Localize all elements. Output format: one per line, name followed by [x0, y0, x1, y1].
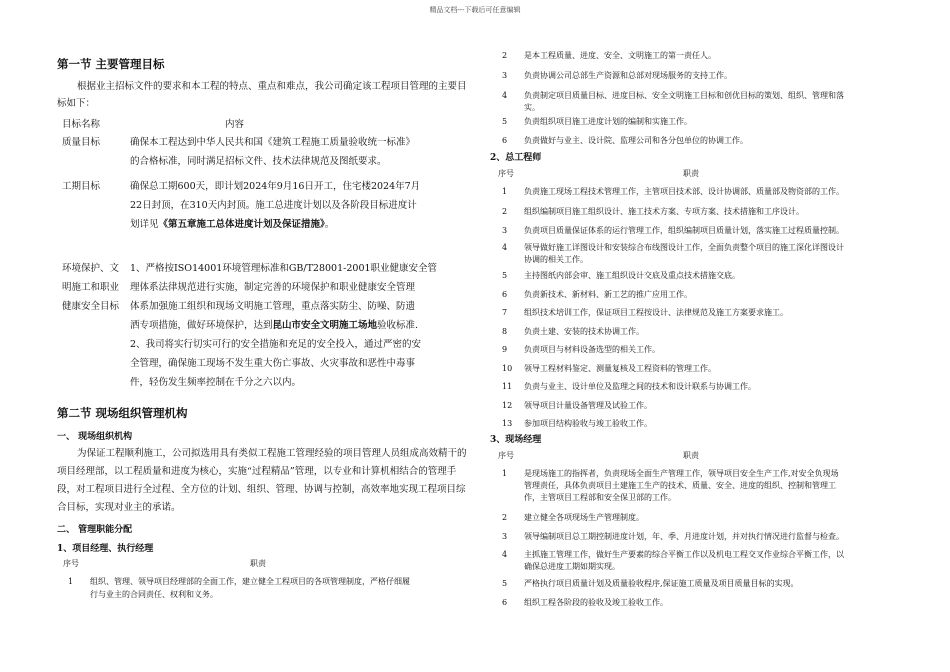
pm-row-line1: 组织、管理、领导项目经理部的全面工作，建立健全工程项目的各项管理制度，严格仔细履 — [90, 577, 410, 586]
col-no-header: 序号 — [63, 559, 79, 568]
s2-para-line3: 段，对工程项目进行全过程、全方位的计划、组织、管理、协调与控制，高效率地实现工程项目综 — [57, 484, 466, 495]
table-row-number: 3 — [502, 226, 508, 235]
schedule-line2: 22日封顶，在310天内封顶。施工总进度计划以及各阶段目标进度计 — [130, 200, 417, 211]
table-row-number: 2 — [502, 207, 508, 216]
table-row-number: 4 — [502, 243, 508, 252]
env-target-name-1: 环境保护、文 — [62, 263, 120, 274]
table-row-number: 8 — [502, 327, 508, 336]
table-header-name: 目标名称 — [62, 119, 101, 130]
env-line1: 1、严格按ISO14001环境管理标准和GB/T28001-2001职业健康安全管 — [130, 263, 438, 274]
schedule-line3: 划详见《第五章施工总体进度计划及保证措施》。 — [130, 219, 335, 230]
sm-col-duty-header: 职责 — [683, 451, 699, 460]
section-1-title: 第一节 主要管理目标 — [57, 57, 165, 71]
sub-heading-pm: 1、项目经理、执行经理 — [57, 544, 154, 554]
env-line4: 洒专项措施，做好环境保护，达到昆山市安全文明施工场地验收标准. — [130, 320, 419, 331]
table-row-number: 5 — [502, 579, 508, 588]
table-row-number: 1 — [502, 187, 508, 196]
table-row-text: 领导做好施工详图设计和安装综合布线图设计工作，全面负责整个项目的施工深化详图设计 — [524, 243, 844, 252]
table-row-text: 主抓施工管理工作，做好生产要素的综合平衡工作以及机电工程交叉作业综合平衡工作，以 — [524, 550, 844, 559]
quality-line1: 确保本工程达到中华人民共和国《建筑工程施工质量验收统一标准》 — [130, 137, 416, 148]
ce-col-no-header: 序号 — [498, 169, 514, 178]
table-row-text: 主持图纸内部会审、施工组织设计交底及重点技术措施交底。 — [524, 271, 740, 280]
s2-subheading-1: 一、 现场组织机构 — [57, 432, 133, 442]
sub-heading-site-manager: 3、现场经理 — [490, 435, 542, 445]
table-row-number: 12 — [502, 401, 513, 410]
quality-line2: 的合格标准，同时满足招标文件、技术法律规范及图纸要求。 — [130, 156, 387, 167]
table-row-text: 负责项目质量保证体系的运行管理工作，组织编制项目质量计划，落实施工过程质量控制。 — [524, 226, 844, 235]
table-row-text: 负责新技术、新材料、新工艺的推广应用工作。 — [524, 290, 692, 299]
env-line6: 全管理，确保施工现场不发生重大伤亡事故、火灾事故和恶性中毒事 — [130, 358, 416, 369]
table-row-number: 5 — [502, 271, 508, 280]
table-row-number: 13 — [502, 419, 513, 428]
table-row-text: 组织编制项目施工组织设计、施工技术方案、专项方案、技术措施和工序设计。 — [524, 207, 804, 216]
col-duty-header: 职责 — [250, 559, 266, 568]
table-row-text: 实。 — [524, 103, 540, 112]
table-row-text: 协调的相关工作。 — [524, 255, 588, 264]
table-header-content: 内容 — [225, 119, 245, 130]
table-row-number: 4 — [502, 91, 508, 100]
table-row-text: 建立健全各项现场生产管理制度。 — [524, 513, 644, 522]
env-line2: 理体系法律规范进行实施，制定完善的环境保护和职业健康安全管理 — [130, 282, 416, 293]
env-line7: 件，轻伤发生频率控制在千分之六以内。 — [130, 377, 302, 388]
ce-col-duty-header: 职责 — [683, 169, 699, 178]
table-row-text: 参加项目结构验收与竣工验收工作。 — [524, 419, 652, 428]
pm-row-line2: 行与业主的合同责任、权利和义务。 — [90, 590, 218, 599]
table-row-text: 负责制定项目质量目标、进度目标、安全文明施工目标和创优目标的策划、组织、管理和落 — [524, 91, 844, 100]
table-row-number: 6 — [502, 290, 508, 299]
table-row-number: 1 — [502, 469, 508, 478]
table-row-text: 领导编制项目总工期控制进度计划，年、季、月进度计划，并对执行情况进行监督与检查。 — [524, 532, 844, 541]
table-row-text: 作，主管项目工程部和安全保卫部的工作。 — [524, 493, 676, 502]
table-row-text: 管理责任，具体负责项目土建施工生产的技术、质量、安全、进度的组织、控制和管理工 — [524, 481, 836, 490]
schedule-target-name: 工期目标 — [62, 181, 101, 192]
table-row-number: 3 — [502, 71, 508, 80]
table-row-text: 组织技术培训工作，保证项目工程按设计、法律规范及施工方案要求施工。 — [524, 308, 788, 317]
table-row-number: 5 — [502, 117, 508, 126]
s2-para-line4: 合目标，实现对业主的承诺。 — [57, 502, 181, 513]
table-row-text: 领导项目计量设备管理及试验工作。 — [524, 401, 652, 410]
env-target-name-2: 明施工和职业 — [62, 282, 120, 293]
table-row-text: 负责协调公司总部生产资源和总部对现场服务的支持工作。 — [524, 71, 732, 80]
table-row-text: 负责组织项目施工进度计划的编制和实施工作。 — [524, 117, 692, 126]
page-header: 精品文档---下载后可任意编辑 — [429, 6, 521, 14]
table-row-number: 7 — [502, 308, 508, 317]
env-line3: 体系加强施工组织和现场文明施工管理，重点落实防尘、防噪、防遗 — [130, 301, 416, 312]
table-row-text: 负责土建、安装的技术协调工作。 — [524, 327, 644, 336]
s1-intro-line1: 根据业主招标文件的要求和本工程的特点、重点和难点，我公司确定该工程项目管理的主要目 — [77, 81, 467, 92]
table-row-text: 负责与业主、设计单位及监理之间的技术和设计联系与协调工作。 — [524, 382, 756, 391]
table-row-text: 领导工程材料鉴定、测量复核及工程资料的管理工作。 — [524, 364, 716, 373]
table-row-text: 是现场施工的指挥者，负责现场全面生产管理工作，领导项目安全生产工作,对安全负现场 — [524, 469, 839, 478]
quality-target-name: 质量目标 — [62, 137, 101, 148]
table-row-text: 负责项目与材料设备选型的相关工作。 — [524, 345, 660, 354]
s1-intro-line2: 标如下： — [57, 98, 96, 109]
sm-col-no-header: 序号 — [498, 451, 514, 460]
s2-subheading-2: 二、 管理职能分配 — [57, 525, 133, 535]
s2-para-line1: 为保证工程顺利施工，公司拟选用具有类似工程施工管理经验的项目管理人员组成高效精干的 — [77, 448, 467, 459]
table-row-number: 4 — [502, 550, 508, 559]
pm-row-no: 1 — [68, 577, 74, 586]
env-line5: 2、我司将实行切实可行的安全措施和充足的安全投入，通过严密的安 — [130, 339, 422, 350]
table-row-text: 严格执行项目质量计划及质量验收程序,保证施工质量及项目质量目标的实现。 — [524, 579, 799, 588]
s2-para-line2: 项目经理部，以工程质量和进度为核心，实施“过程精品”管理，以专业和计算机相结合的管理手 — [57, 466, 457, 477]
schedule-line1: 确保总工期600天，即计划2024年9月16日开工，住宅楼2024年7月 — [130, 181, 421, 192]
table-row-number: 2 — [502, 51, 508, 60]
table-row-number: 6 — [502, 136, 508, 145]
table-row-text: 确保总进度工期如期实现。 — [524, 562, 620, 571]
env-target-name-3: 健康安全目标 — [62, 301, 120, 312]
table-row-text: 负责施工现场工程技术管理工作，主管项目技术部、设计协调部、质量部及物资部的工作。 — [524, 187, 844, 196]
table-row-text: 是本工程质量、进度、安全、文明施工的第一责任人。 — [524, 51, 716, 60]
table-row-number: 2 — [502, 513, 508, 522]
table-row-number: 9 — [502, 345, 508, 354]
sub-heading-chief-engineer: 2、总工程师 — [490, 153, 542, 163]
table-row-number: 3 — [502, 532, 508, 541]
table-row-number: 11 — [502, 382, 513, 391]
table-row-text: 组织工程各阶段的验收及竣工验收工作。 — [524, 598, 668, 607]
table-row-number: 10 — [502, 364, 513, 373]
table-row-text: 负责做好与业主、设计院、监理公司和各分包单位的协调工作。 — [524, 136, 748, 145]
table-row-number: 6 — [502, 598, 508, 607]
section-2-title: 第二节 现场组织管理机构 — [57, 406, 188, 420]
